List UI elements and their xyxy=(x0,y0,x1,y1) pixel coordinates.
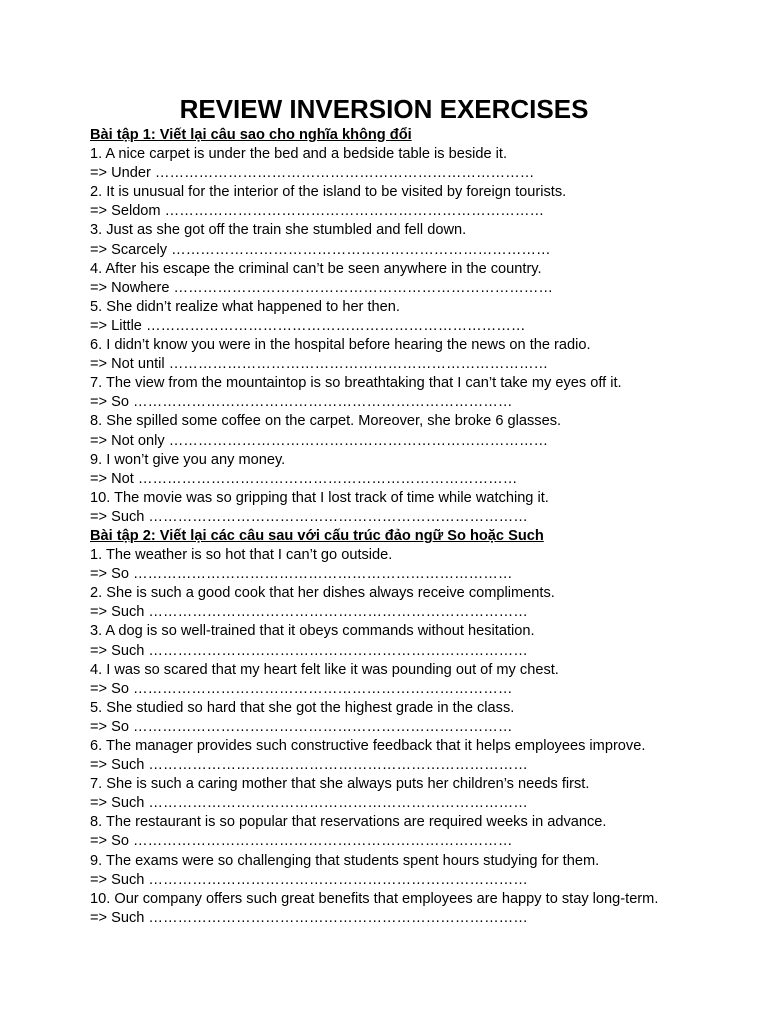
question-text: 4. After his escape the criminal can’t be seen anywhere in the country. xyxy=(90,260,542,277)
question-text: 2. She is such a good cook that her dishes always receive compliments. xyxy=(90,585,555,602)
question-text: 8. The restaurant is so popular that reservations are required weeks in advance. xyxy=(90,814,607,831)
question-text: 7. The view from the mountaintop is so breathtaking that I can’t take my eyes off it. xyxy=(90,375,622,392)
question-text: 8. She spilled some coffee on the carpet. Moreover, she broke 6 glasses. xyxy=(90,413,562,430)
answer-line: => So …………………………………………………………………… xyxy=(90,833,513,850)
answer-line: => So …………………………………………………………………… xyxy=(90,718,513,735)
worksheet xyxy=(90,92,730,928)
question-text: 3. A dog is so well-trained that it obeys commands without hesitation. xyxy=(90,623,535,640)
answer-line: => Such …………………………………………………………………… xyxy=(90,604,528,621)
section-heading: Bài tập 2: Viết lại các câu sau với cấu trúc đảo ngữ So hoặc Such xyxy=(90,527,544,544)
question-text: 9. I won’t give you any money. xyxy=(90,451,286,468)
question-text: 5. She studied so hard that she got the highest grade in the class. xyxy=(90,699,515,716)
question-text: 6. The manager provides such constructive feedback that it helps employees improve. xyxy=(90,738,646,754)
question-text: 5. She didn’t realize what happened to her then. xyxy=(90,298,400,315)
answer-line: => Seldom …………………………………………………………………… xyxy=(90,203,545,220)
question-text: 6. I didn’t know you were in the hospital before hearing the news on the radio. xyxy=(90,337,591,354)
question-text: 1. A nice carpet is under the bed and a bedside table is beside it. xyxy=(90,146,508,163)
answer-line: => Such …………………………………………………………………… xyxy=(90,871,528,888)
answer-line: => So …………………………………………………………………… xyxy=(90,566,513,583)
answer-line: => Little …………………………………………………………………… xyxy=(90,317,526,334)
question-text: 1. The weather is so hot that I can’t go outside. xyxy=(90,547,393,564)
section-heading: Bài tập 1: Viết lại câu sao cho nghĩa không đổi xyxy=(90,127,412,143)
question-text: 4. I was so scared that my heart felt like it was pounding out of my chest. xyxy=(90,661,559,678)
section-1 xyxy=(90,126,730,527)
question-text: 3. Just as she got off the train she stumbled and fell down. xyxy=(90,222,467,239)
answer-line: => Nowhere …………………………………………………………………… xyxy=(90,279,553,296)
answer-line: => Such …………………………………………………………………… xyxy=(90,795,528,812)
question-text: 2. It is unusual for the interior of the island to be visited by foreign tourists. xyxy=(90,184,567,201)
answer-line: => So …………………………………………………………………… xyxy=(90,394,513,411)
answer-line: => Such …………………………………………………………………… xyxy=(90,642,528,659)
section-2 xyxy=(90,527,730,928)
question-text: 10. The movie was so gripping that I lost track of time while watching it. xyxy=(90,489,549,506)
answer-line: => Not until …………………………………………………………………… xyxy=(90,356,549,373)
answer-line: => Such …………………………………………………………………… xyxy=(90,909,528,926)
answer-line: => Not only …………………………………………………………………… xyxy=(90,432,549,449)
answer-line: => Such …………………………………………………………………… xyxy=(90,508,528,525)
answer-line: => Under …………………………………………………………………… xyxy=(90,165,535,182)
answer-line: => Such …………………………………………………………………… xyxy=(90,757,528,774)
answer-line: => So …………………………………………………………………… xyxy=(90,680,513,697)
answer-line: => Not …………………………………………………………………… xyxy=(90,470,518,487)
question-text: 10. Our company offers such great benefits that employees are happy to stay long-term. xyxy=(90,890,659,907)
question-text: 9. The exams were so challenging that students spent hours studying for them. xyxy=(90,852,600,869)
answer-line: => Scarcely …………………………………………………………………… xyxy=(90,241,551,258)
question-text: 7. She is such a caring mother that she always puts her children’s needs first. xyxy=(90,776,590,793)
page-title: REVIEW INVERSION EXERCISES xyxy=(179,94,589,124)
